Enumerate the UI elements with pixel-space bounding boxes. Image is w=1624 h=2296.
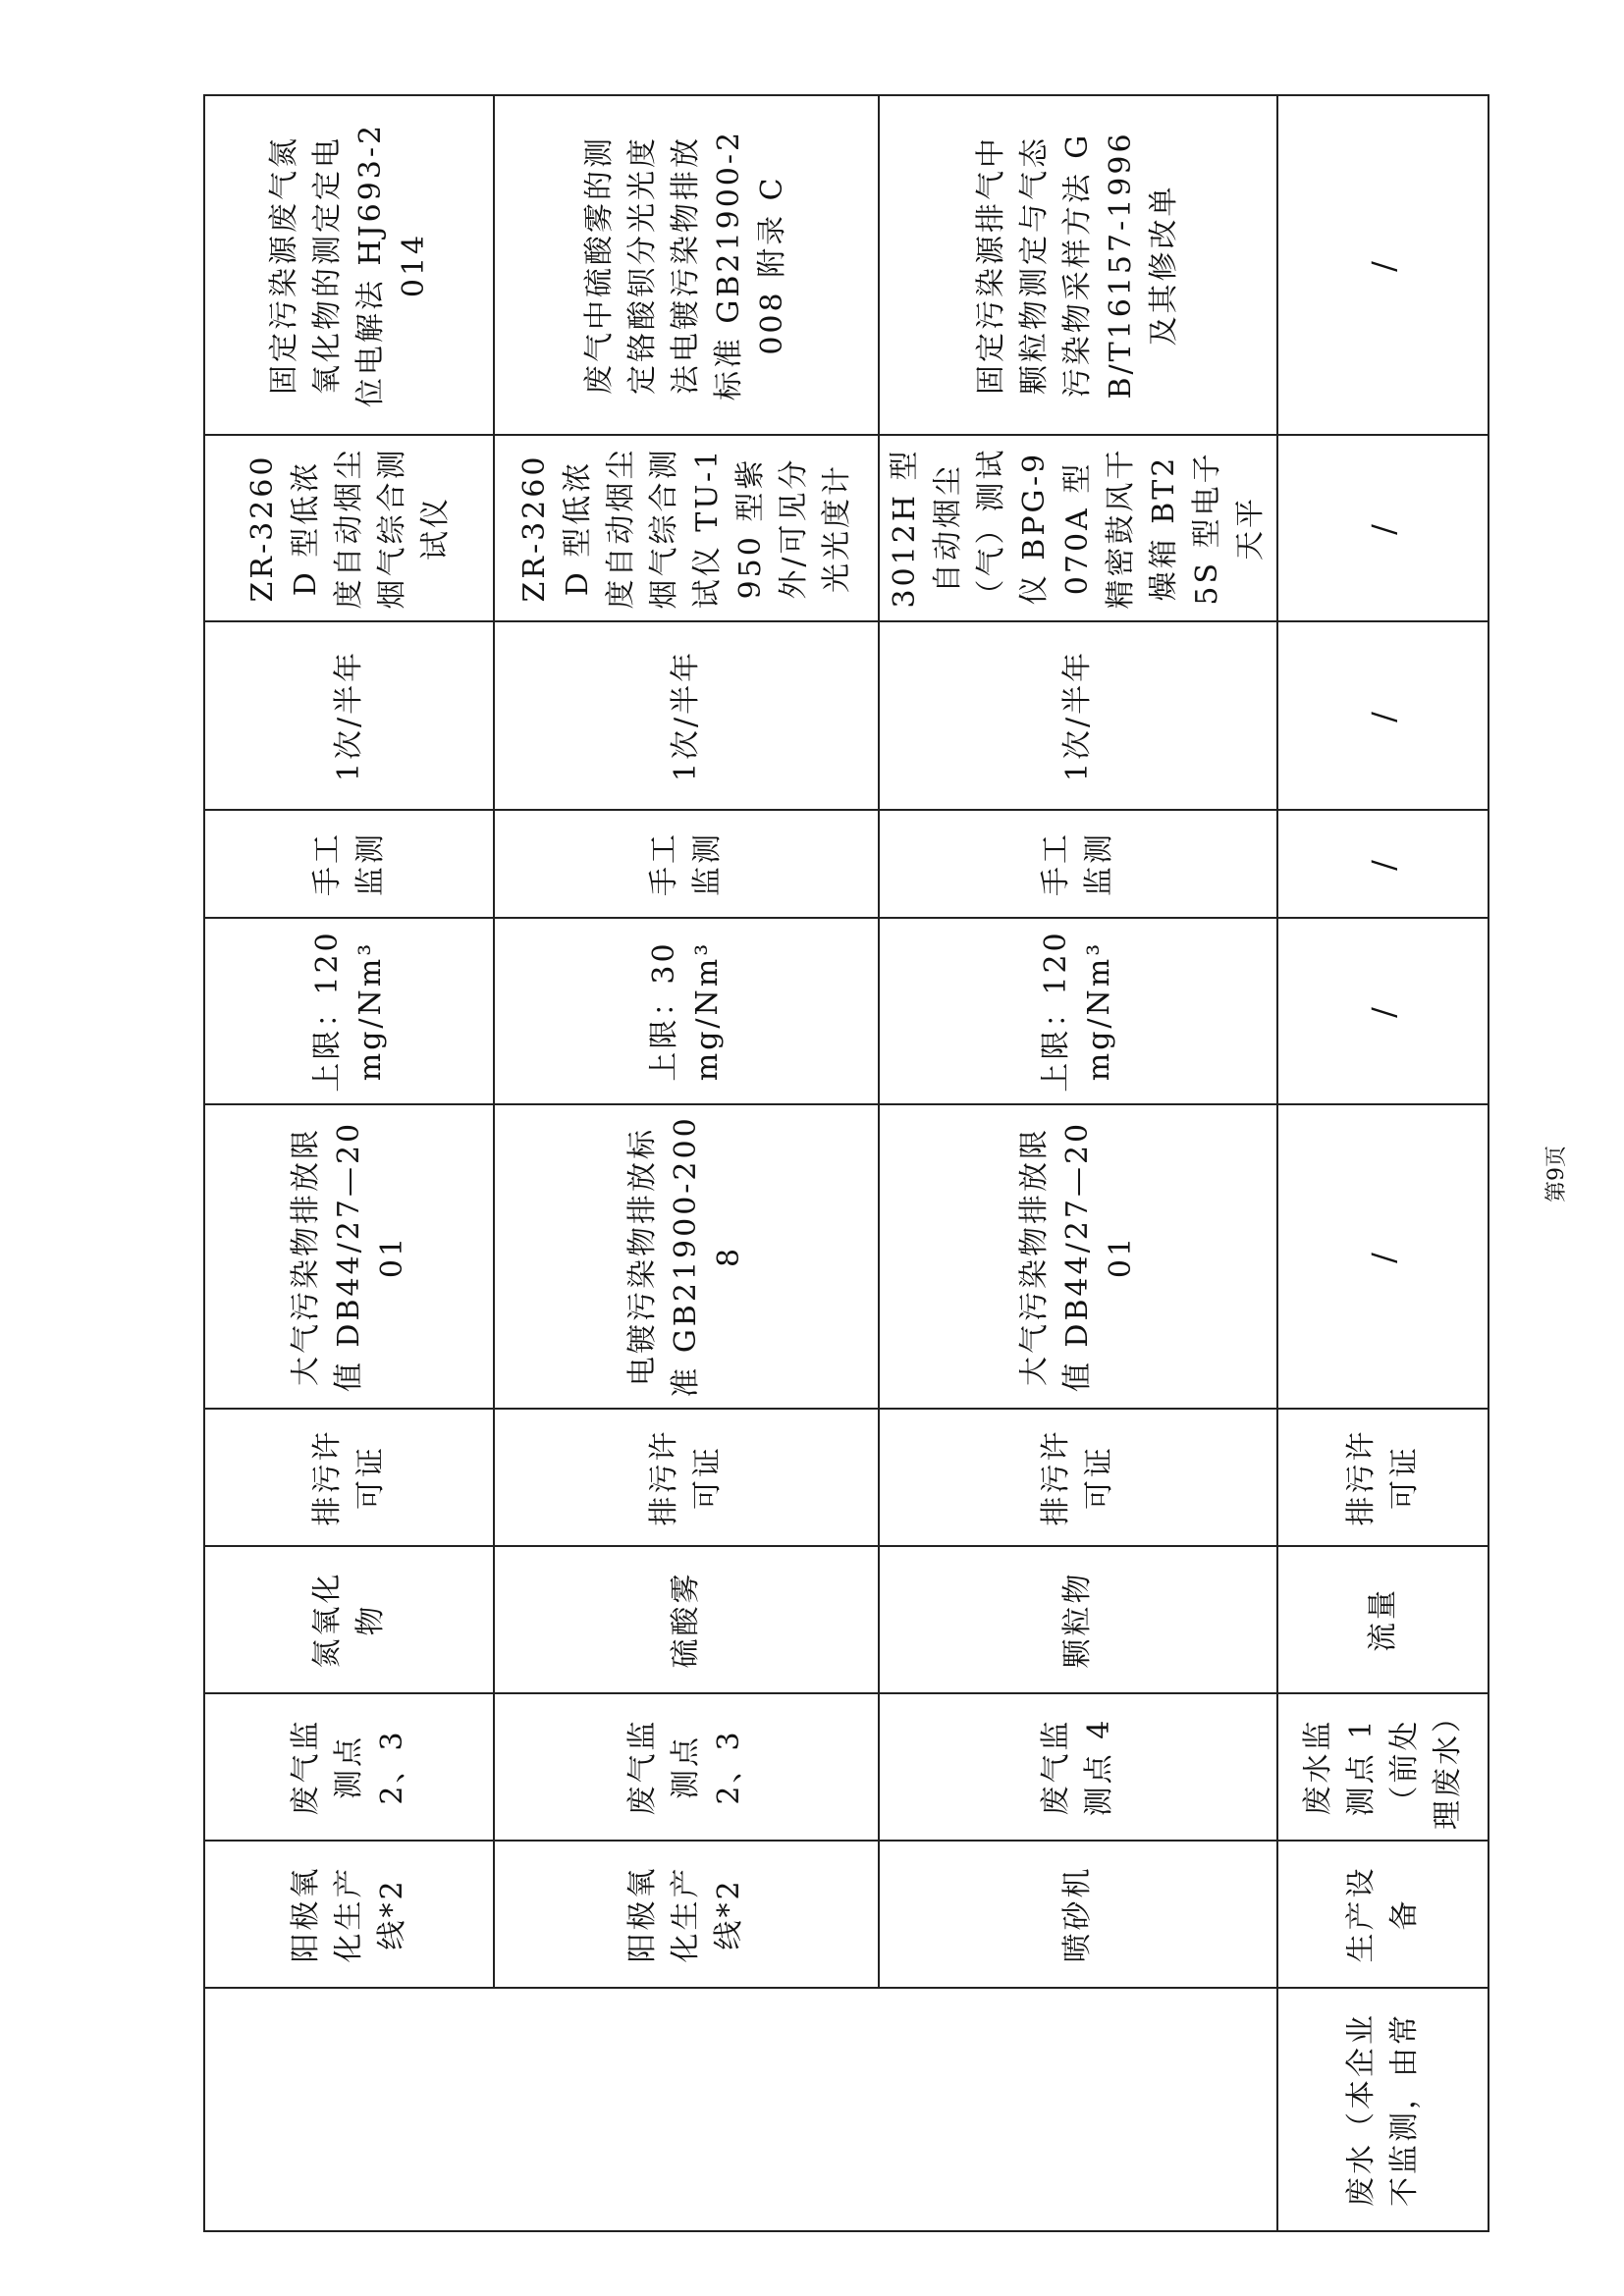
instrument-cell: ZR-3260D 型低浓度自动烟尘烟气综合测试仪 xyxy=(204,435,494,621)
basis-cell: 排污许可证 xyxy=(204,1409,494,1546)
mode-cell: / xyxy=(1277,810,1489,918)
point-cell: 废气监测点 2、3 xyxy=(204,1693,494,1841)
instrument-cell: 3012H 型自动烟尘（气）测试仪 BPG-9070A 型精密鼓风干燥箱 BT25S 型电子天平 xyxy=(879,435,1277,621)
monitoring-table-rotated xyxy=(203,96,1472,2232)
method-cell: 固定污染源排气中颗粒物测定与气态污染物采样方法 GB/T16157-1996 及其修改单 xyxy=(879,95,1277,435)
mode-cell: 手工监测 xyxy=(204,810,494,918)
point-cell: 废水监测点 1（前处理废水） xyxy=(1277,1693,1489,1841)
standard-cell: 电镀污染物排放标准 GB21900-2008 xyxy=(494,1104,879,1409)
limit-cell: 上限：120mg/Nm³ xyxy=(204,918,494,1104)
standard-cell: 大气污染物排放限值 DB44/27—2001 xyxy=(879,1104,1277,1409)
pollutant-cell: 流量 xyxy=(1277,1546,1489,1693)
standard-cell: 大气污染物排放限值 DB44/27—2001 xyxy=(204,1104,494,1409)
basis-cell: 排污许可证 xyxy=(494,1409,879,1546)
table-row xyxy=(879,95,1277,2231)
category-cell: 废水（本企业不监测，由常 xyxy=(1277,1988,1489,2231)
point-cell: 废气监测点 4 xyxy=(879,1693,1277,1841)
point-cell: 废气监测点 2、3 xyxy=(494,1693,879,1841)
instrument-cell: ZR-3260D 型低浓度自动烟尘烟气综合测试仪 TU-1950 型紫外/可见分光光度计 xyxy=(494,435,879,621)
table-row xyxy=(204,95,494,2231)
pollutant-cell: 氮氧化物 xyxy=(204,1546,494,1693)
page-number: 第9页 xyxy=(1544,1146,1569,1202)
limit-cell: 上限：30mg/Nm³ xyxy=(494,918,879,1104)
pollutant-cell: 硫酸雾 xyxy=(494,1546,879,1693)
frequency-cell: 1次/半年 xyxy=(204,621,494,810)
limit-cell: / xyxy=(1277,918,1489,1104)
source-cell: 阳极氧化生产线*2 xyxy=(494,1841,879,1988)
source-cell: 生产设备 xyxy=(1277,1841,1489,1988)
monitoring-table xyxy=(203,94,1489,2232)
pollutant-cell: 颗粒物 xyxy=(879,1546,1277,1693)
method-cell: 固定污染源废气氮氧化物的测定定电位电解法 HJ693-2014 xyxy=(204,95,494,435)
category-cell xyxy=(204,1988,1277,2231)
mode-cell: 手工监测 xyxy=(879,810,1277,918)
method-cell: / xyxy=(1277,95,1489,435)
source-cell: 阳极氧化生产线*2 xyxy=(204,1841,494,1988)
basis-cell: 排污许可证 xyxy=(879,1409,1277,1546)
table-row xyxy=(494,95,879,2231)
standard-cell: / xyxy=(1277,1104,1489,1409)
frequency-cell: 1次/半年 xyxy=(879,621,1277,810)
instrument-cell: / xyxy=(1277,435,1489,621)
source-cell: 喷砂机 xyxy=(879,1841,1277,1988)
mode-cell: 手工监测 xyxy=(494,810,879,918)
frequency-cell: 1次/半年 xyxy=(494,621,879,810)
basis-cell: 排污许可证 xyxy=(1277,1409,1489,1546)
limit-cell: 上限：120mg/Nm³ xyxy=(879,918,1277,1104)
frequency-cell: / xyxy=(1277,621,1489,810)
method-cell: 废气中硫酸雾的测定铬酸钡分光光度法电镀污染物排放标准 GB21900-2008 附录 C xyxy=(494,95,879,435)
table-row xyxy=(1277,95,1489,2231)
